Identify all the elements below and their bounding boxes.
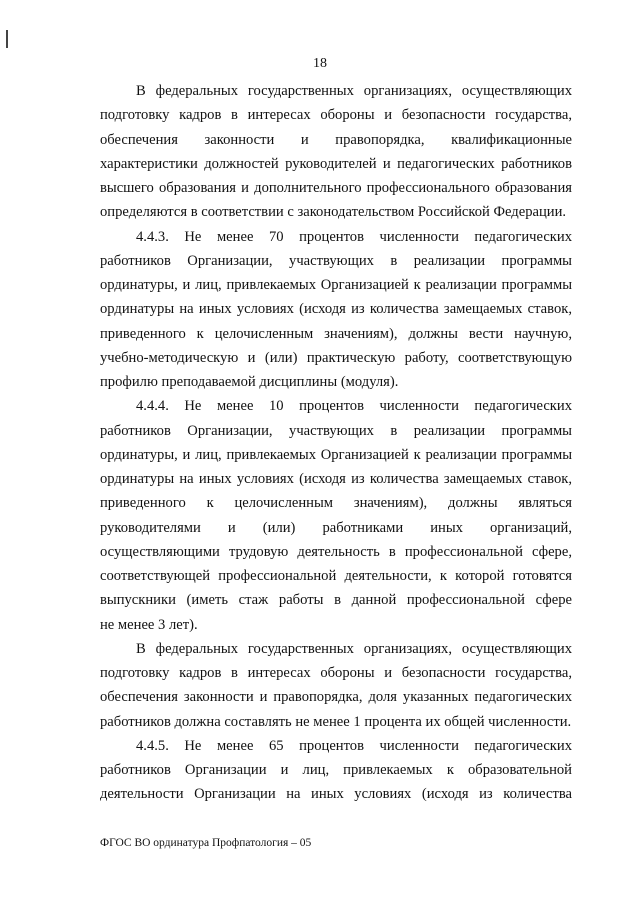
text-line: руководителями и (или) работниками иных организаций, (100, 519, 572, 536)
text-line: ординатуры, и лиц, привлекаемых Организацией к реализации программы (100, 446, 572, 463)
text-line: определяются в соответствии с законодательством Российской Федерации. (100, 204, 567, 221)
text-line: обеспечения законности и правопорядка, доля указанных педагогических (100, 689, 572, 706)
text-line: характеристики должностей руководителей и педагогических работников (100, 155, 572, 172)
text-line: высшего образования и дополнительного профессионального образования (100, 180, 572, 196)
text-line: работников должна составлять не менее 1 процента их общей численности. (100, 713, 572, 730)
document-footer: ФГОС ВО ординатура Профпатология – 05 (100, 837, 312, 849)
text-line: соответствующей профессиональной деятельности, к которой готовятся (100, 568, 572, 584)
paragraph-federal-org-1 (100, 79, 572, 225)
text-line: 4.4.4. Не менее 10 процентов численности педагогических (136, 398, 572, 415)
document-body (100, 79, 572, 807)
text-line: работников Организации, участвующих в реализации программы (100, 252, 572, 269)
text-line: работников Организации, участвующих в реализации программы (100, 422, 572, 439)
text-line: 4.4.5. Не менее 65 процентов численности педагогических (136, 737, 572, 754)
text-line: ординатуры на иных условиях (исходя из количества замещаемых ставок, (100, 301, 572, 318)
text-line: В федеральных государственных организациях, осуществляющих (136, 640, 572, 657)
paragraph-federal-org-2 (100, 637, 572, 734)
text-line: 4.4.3. Не менее 70 процентов численности педагогических (136, 228, 572, 245)
text-line: профилю преподаваемой дисциплины (модуля). (100, 374, 399, 390)
text-line: подготовку кадров в интересах обороны и безопасности государства, (100, 107, 572, 124)
text-line: ординатуры, и лиц, привлекаемых Организацией к реализации программы (100, 277, 572, 293)
text-line: подготовку кадров в интересах обороны и безопасности государства, (100, 665, 572, 681)
paragraph-4-4-5 (100, 734, 572, 807)
paragraph-4-4-3 (100, 225, 572, 395)
text-line: работников Организации и лиц, привлекаемых к образовательной (100, 762, 572, 778)
text-line: приведенного к целочисленным значениям), должны являться (100, 495, 572, 512)
text-line: обеспечения законности и правопорядка, квалификационные (100, 131, 572, 148)
text-line: ординатуры на иных условиях (исходя из количества замещаемых ставок, (100, 471, 572, 487)
paragraph-4-4-4 (100, 394, 572, 637)
text-line: деятельности Организации на иных условиях (исходя из количества (100, 786, 572, 803)
text-line: приведенного к целочисленным значениям), должны вести научную, (100, 325, 572, 342)
text-line: В федеральных государственных организациях, осуществляющих (136, 83, 572, 99)
text-line: выпускники (иметь стаж работы в данной профессиональной сфере (100, 592, 572, 609)
page-number: 18 (313, 56, 327, 71)
text-line: учебно-методическую и (или) практическую работу, соответствующую (100, 349, 572, 366)
text-line: осуществляющими трудовую деятельность в профессиональной сфере, (100, 543, 572, 560)
text-line: не менее 3 лет). (100, 616, 198, 633)
scan-edge-mark (6, 30, 8, 48)
